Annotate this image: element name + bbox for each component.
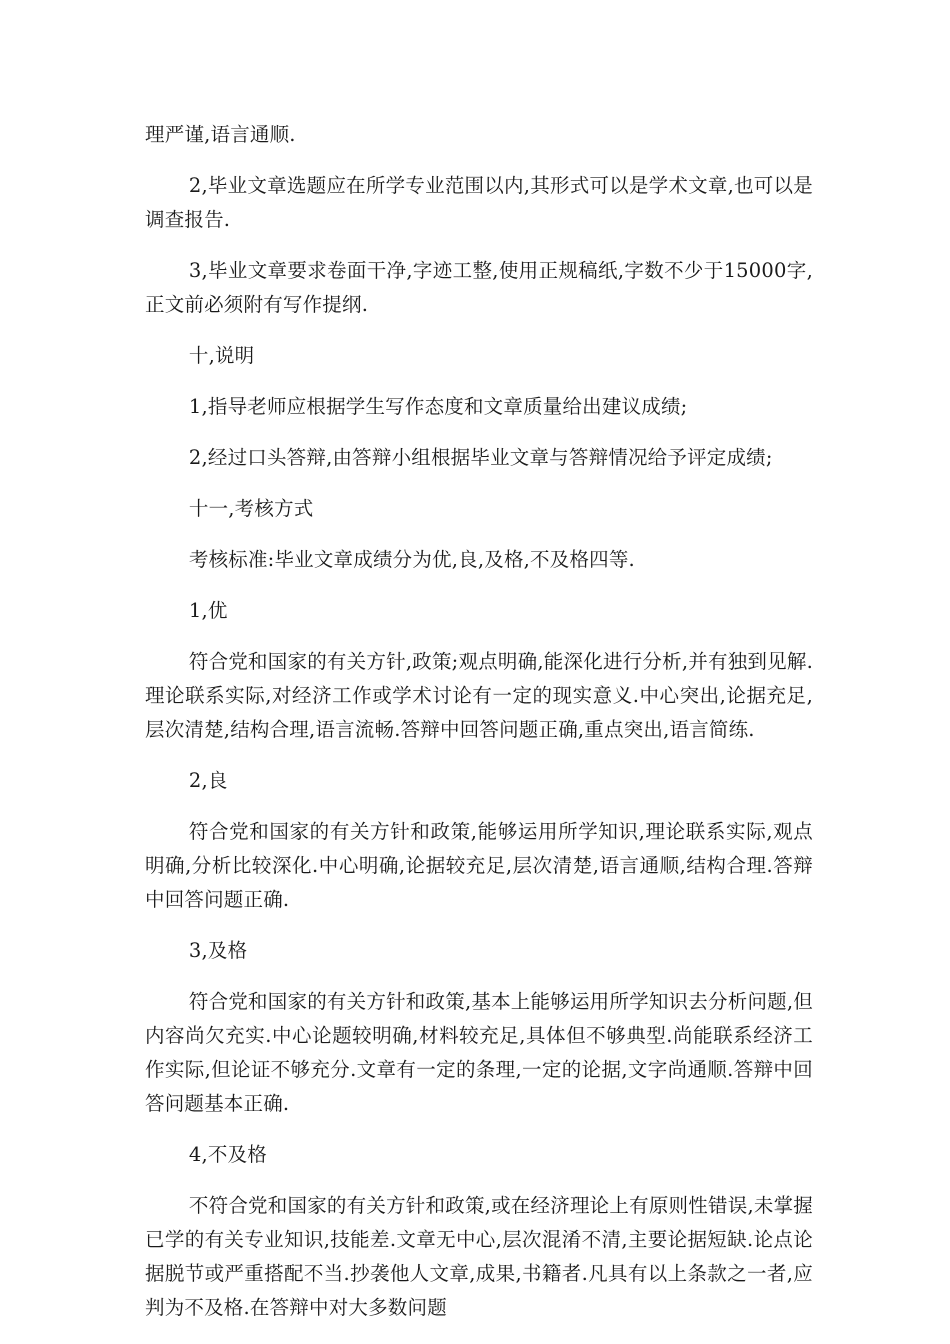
section-heading-explanation: 十,说明	[188, 344, 255, 367]
paragraph-explanation-1: 1,指导老师应根据学生写作态度和文章质量给出建议成绩;	[188, 395, 688, 418]
section-heading-assessment: 十一,考核方式	[188, 497, 314, 520]
paragraph-explanation-2: 2,经过口头答辩,由答辩小组根据毕业文章与答辩情况给予评定成绩;	[188, 446, 773, 469]
grade-heading-fail: 4,不及格	[188, 1143, 267, 1166]
paragraph-grade-pass: 符合党和国家的有关方针和政策,基本上能够运用所学知识去分析问题,但内容尚欠充实.中心论题较明确,材料较充足,具体但不够典型.尚能联系经济工作实际,但论证不够充分.文章有一定的条理,一定的论据,文字尚通顺.答辩中回答问题基本正确.	[145, 990, 813, 1115]
grade-heading-pass: 3,及格	[188, 939, 248, 962]
paragraph-grade-good: 符合党和国家的有关方针和政策,能够运用所学知识,理论联系实际,观点明确,分析比较深化.中心明确,论据较充足,层次清楚,语言通顺,结构合理.答辩中回答问题正确.	[145, 820, 813, 911]
grade-heading-excellent: 1,优	[188, 599, 228, 622]
paragraph-item-3-format: 3,毕业文章要求卷面干净,字迹工整,使用正规稿纸,字数不少于15000字,正文前必须附有写作提纲.	[145, 259, 813, 316]
paragraph-assessment-standard: 考核标准:毕业文章成绩分为优,良,及格,不及格四等.	[188, 548, 635, 571]
paragraph-continuation: 理严谨,语言通顺.	[145, 123, 296, 146]
paragraph-item-2-topic: 2,毕业文章选题应在所学专业范围以内,其形式可以是学术文章,也可以是调查报告.	[145, 174, 813, 231]
document-body	[145, 118, 813, 1342]
paragraph-grade-fail: 不符合党和国家的有关方针和政策,或在经济理论上有原则性错误,未掌握已学的有关专业知识,技能差.文章无中心,层次混淆不清,主要论据短缺.论点论据脱节或严重搭配不当.抄袭他人文章,成果,书籍者.凡具有以上条款之一者,应判为不及格.在答辩中对大多数问题	[145, 1194, 813, 1319]
paragraph-grade-excellent: 符合党和国家的有关方针,政策;观点明确,能深化进行分析,并有独到见解.理论联系实际,对经济工作或学术讨论有一定的现实意义.中心突出,论据充足,层次清楚,结构合理,语言流畅.答辩中回答问题正确,重点突出,语言简练.	[145, 650, 813, 741]
grade-heading-good: 2,良	[188, 769, 228, 792]
